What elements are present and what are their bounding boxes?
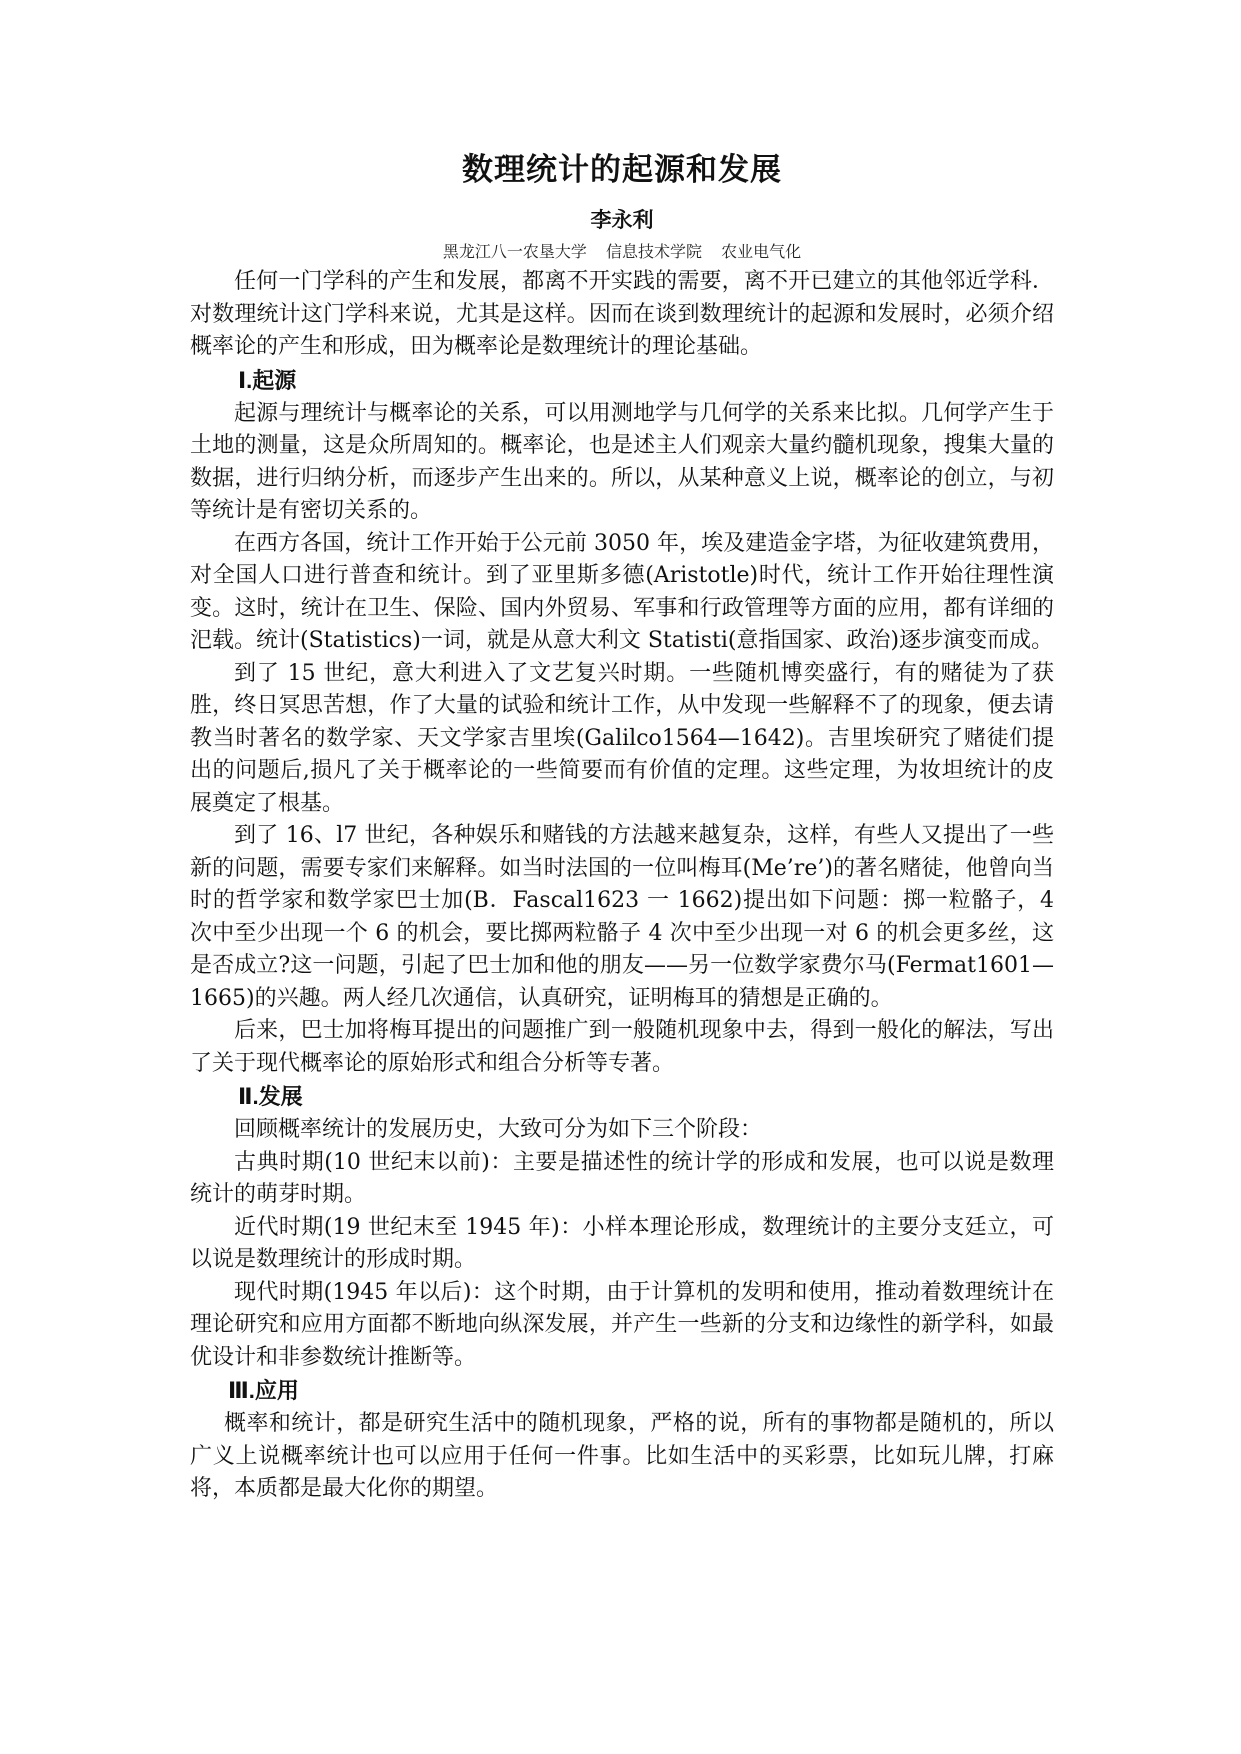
paragraph: 概率和统计，都是研究生活中的随机现象，严格的说，所有的事物都是随机的，所以广义上说概率统计也可以应用于任何一件事。比如生活中的买彩票，比如玩儿牌，打麻将，本质都是最大化你的期望。 — [190, 1411, 1054, 1501]
paragraph: 现代时期(1945 年以后)：这个时期，由于计算机的发明和使用，推动着数理统计在理论研究和应用方面都不断地向纵深发展，并产生一些新的分支和边缘性的新学科，如最优设计和非参数统计推断等。 — [190, 1279, 1054, 1370]
paragraph: 在西方各国，统计工作开始于公元前 3050 年，埃及建造金字塔，为征收建筑费用，对全国人口进行普查和统计。到了亚里斯多德(Aristotle)时代，统计工作开始往理性演变。这时，统计在卫生、保险、国内外贸易、军事和行政管理等方面的应用，都有详细的汜载。统计(Statistics)一词，就是从意大利文 Statisti(意指国家、政治)逐步演变而成。 — [190, 530, 1054, 653]
author-name: 李永利 — [590, 209, 654, 232]
paragraph: 后来，巴士加将梅耳提出的问题推广到一般随机现象中去，得到一般化的解法，写出了关于现代概率论的原始形式和组合分析等专著。 — [190, 1018, 1054, 1076]
document-page — [190, 150, 1054, 1506]
affiliation-major: 农业电气化 — [721, 242, 802, 261]
document-title: 数理统计的起源和发展 — [462, 152, 782, 187]
affiliation-college: 信息技术学院 — [605, 242, 702, 261]
section-heading-development: Ⅱ.发展 — [238, 1084, 303, 1109]
paragraph: 古典时期(10 世纪末以前)：主要是描述性的统计学的形成和发展，也可以说是数理统计的萌芽时期。 — [190, 1149, 1054, 1207]
paragraph: 近代时期(19 世纪末至 1945 年)：小样本理论形成，数理统计的主要分支廷立，可以说是数理统计的形成时期。 — [190, 1214, 1054, 1272]
section-heading-origin: Ⅰ.起源 — [238, 367, 297, 393]
section-heading-application: Ⅲ.应用 — [228, 1378, 299, 1403]
paragraph: 回顾概率统计的发展历史，大致可分为如下三个阶段： — [234, 1117, 763, 1142]
author-affiliation — [190, 240, 1054, 264]
paragraph: 到了 15 世纪，意大利进入了文艺复兴时期。一些随机博奕盛行，有的赌徒为了获胜，终日冥思苦想，作了大量的试验和统计工作，从中发现一些解释不了的现象，便去请教当时著名的数学家、天文学家吉里埃(Galilco1564—1642)。吉里埃研究了赌徒们提出的问题后,损凡了关于概率论的一些简要而有价值的定理。这些定理，为妆坦统计的皮展奠定了根基。 — [190, 660, 1054, 816]
affiliation-university: 黑龙江八一农垦大学 — [442, 242, 587, 261]
paragraph: 到了 16、l7 世纪，各种娱乐和赌钱的方法越来越复杂，这样，有些人又提出了一些新的问题，需要专家们来解释。如当时法国的一位叫梅耳(Me’re’)的著名赌徒，他曾向当时的哲学家和数学家巴士加(B．Fascal1623 一 1662)提出如下问题：掷一粒骼子，4 次中至少出现一个 6 的机会，要比掷两粒骼子 4 次中至少出现一对 6 的机会更多丝，这是否成立?这一问题，引起了巴士加和他的朋友——另一位数学家费尔马(Fermat1601—1665)的兴趣。两人经几次通信，认真研究，证明梅耳的猜想是正确的。 — [190, 823, 1054, 1011]
paragraph: 起源与理统计与概率论的关系，可以用测地学与几何学的关系来比拟。几何学产生于土地的测量，这是众所周知的。概率论，也是述主人们观亲大量约髓机现象，搜集大量的数据，进行归纳分析，而逐步产生出来的。所以，从某种意义上说，概率论的创立，与初等统计是有密切关系的。 — [190, 400, 1054, 523]
intro-paragraph: 任何一门学科的产生和发展，都离不开实践的需要，离不开已建立的其他邻近学科．对数理统计这门学科来说，尤其是这样。因而在谈到数理统计的起源和发展时，必须介绍概率论的产生和形成，田为概率论是数理统计的理论基础。 — [190, 269, 1054, 359]
